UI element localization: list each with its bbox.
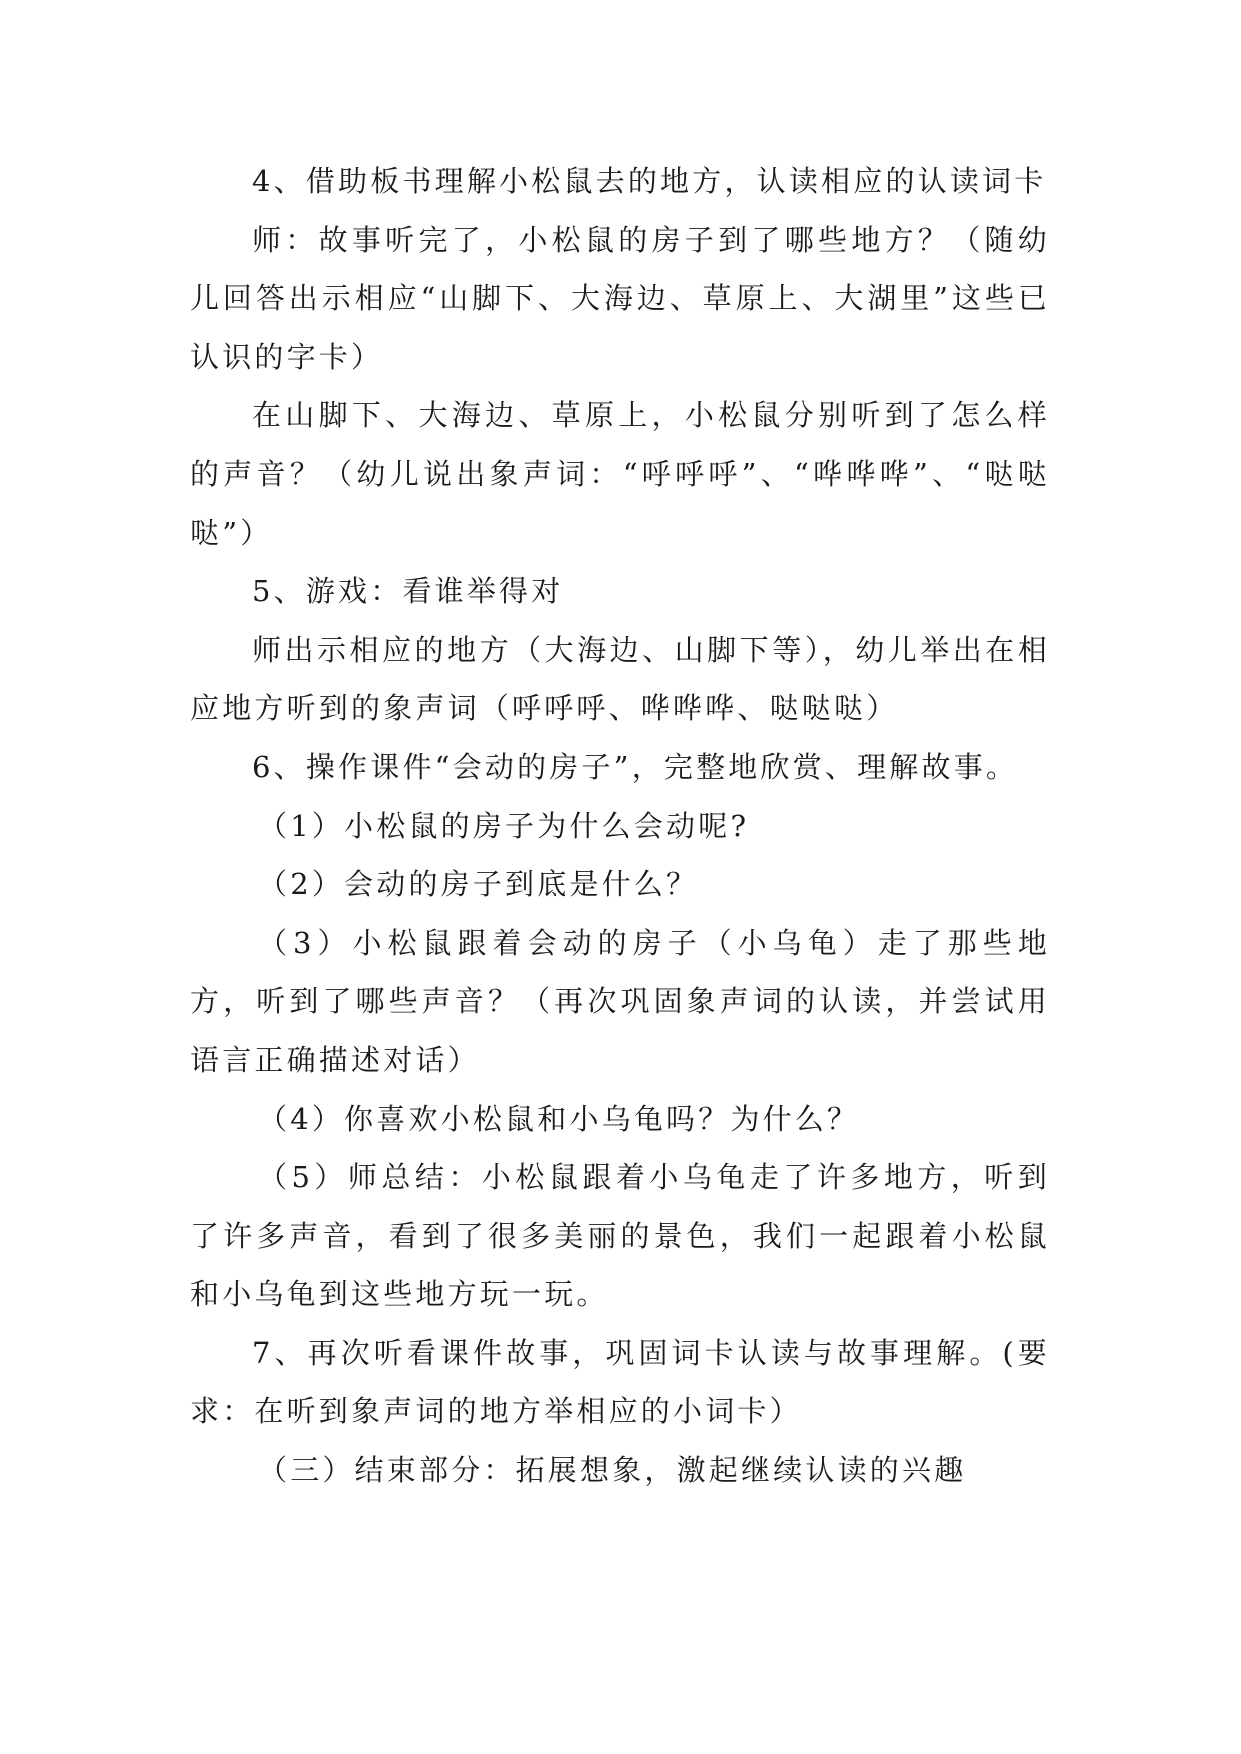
paragraph-step-4: 4、借助板书理解小松鼠去的地方，认读相应的认读词卡 xyxy=(252,164,1047,198)
paragraph-sound-question: 在山脚下、大海边、草原上，小松鼠分别听到了怎么样的声音？（幼儿说出象声词：“呼呼呼”、“哗哗哗”、“哒哒哒”） xyxy=(190,398,1050,550)
paragraph-section-3: （三）结束部分：拓展想象，激起继续认读的兴趣 xyxy=(258,1453,967,1488)
paragraph-question-3: （3）小松鼠跟着会动的房子（小乌龟）走了那些地方，听到了哪些声音？（再次巩固象声词的认读，并尝试用语言正确描述对话） xyxy=(190,925,1050,1077)
paragraph-step-5: 5、游戏：看谁举得对 xyxy=(252,574,564,609)
paragraph-game-description: 师出示相应的地方（大海边、山脚下等），幼儿举出在相应地方听到的象声词（呼呼呼、哗哗哗、哒哒哒） xyxy=(190,632,1050,726)
paragraph-question-2: （2）会动的房子到底是什么？ xyxy=(258,867,699,902)
paragraph-step-6: 6、操作课件“会动的房子”，完整地欣赏、理解故事。 xyxy=(252,749,1019,784)
paragraph-question-4: （4）你喜欢小松鼠和小乌龟吗？为什么？ xyxy=(258,1101,860,1136)
paragraph-question-1: （1）小松鼠的房子为什么会动呢? xyxy=(258,808,750,843)
document-body xyxy=(190,152,1050,1500)
paragraph-teacher-question: 师：故事听完了，小松鼠的房子到了哪些地方？（随幼儿回答出示相应“山脚下、大海边、草原上、大湖里”这些已认识的字卡） xyxy=(190,222,1050,374)
paragraph-step-7: 7、再次听看课件故事，巩固词卡认读与故事理解。(要求：在听到象声词的地方举相应的小词卡） xyxy=(190,1335,1050,1429)
paragraph-question-5: （5）师总结：小松鼠跟着小乌龟走了许多地方，听到了许多声音，看到了很多美丽的景色，我们一起跟着小松鼠和小乌龟到这些地方玩一玩。 xyxy=(190,1160,1050,1312)
